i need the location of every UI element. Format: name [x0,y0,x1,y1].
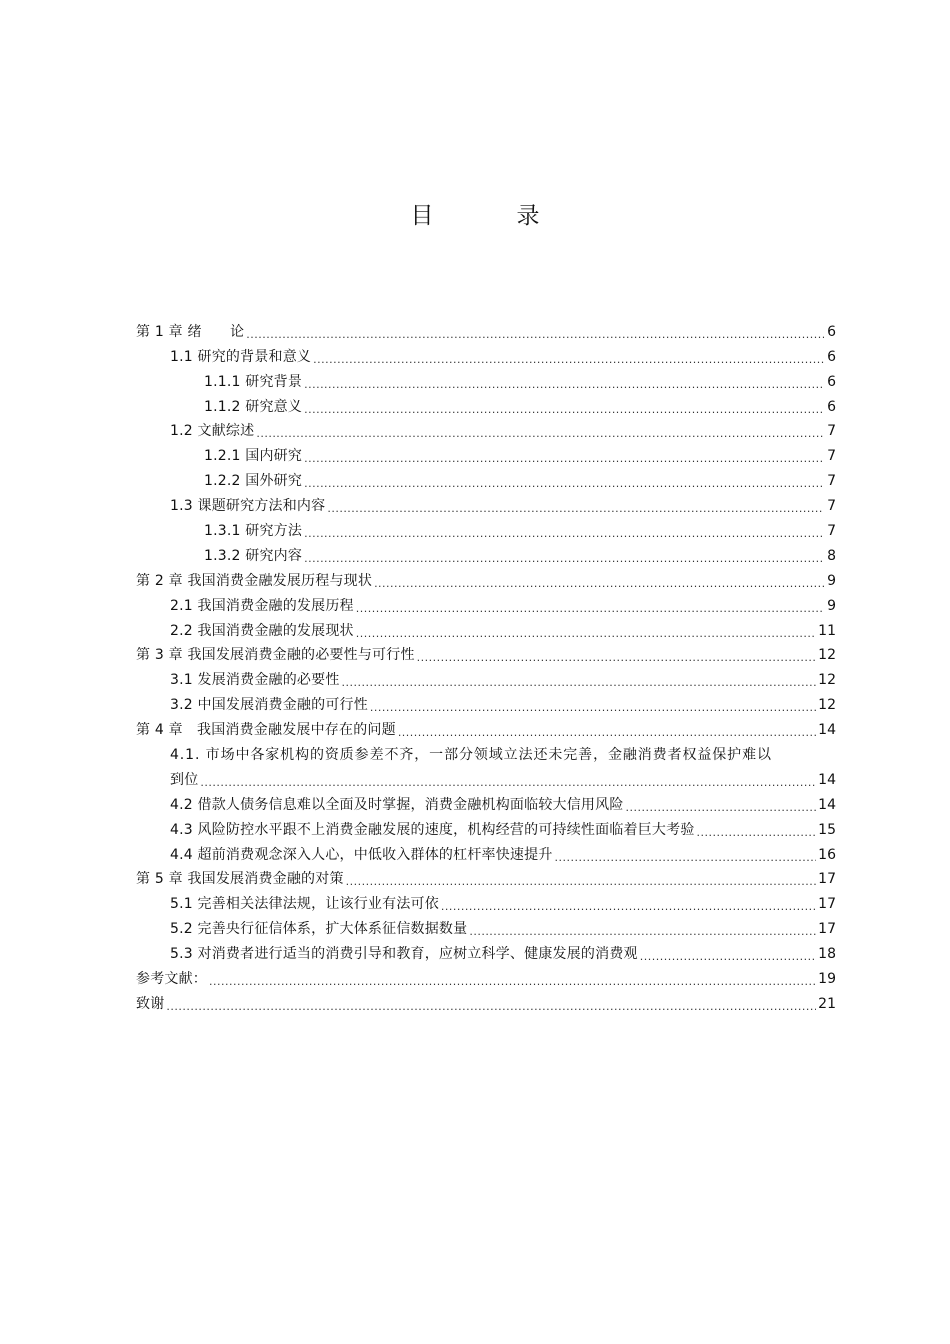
toc-entry[interactable] [136,938,836,963]
toc-entry-text: 1.3.1 研究方法 [204,523,303,540]
toc-page-number: 21 [818,995,836,1012]
toc-page-number: 7 [827,473,836,490]
toc-entry[interactable] [136,615,836,640]
toc-page-number: 17 [818,896,836,913]
toc-entry[interactable] [136,664,836,689]
toc-page-number: 17 [818,921,836,938]
toc-leader-dots [304,522,824,540]
toc-page-number: 6 [827,323,836,340]
toc-leader-dots [640,945,816,963]
toc-page-number: 8 [827,547,836,564]
toc-entry-text: 1.1.1 研究背景 [204,373,303,390]
toc-entry-text: 1.2 文献综述 [170,423,255,440]
toc-entry-text: 1.3 课题研究方法和内容 [170,498,326,515]
toc-entry[interactable] [136,465,836,490]
toc-page-number: 7 [827,498,836,515]
toc-page-number: 19 [818,971,836,988]
toc-leader-dots [356,622,816,640]
toc-page-number: 12 [818,647,836,664]
toc-entry[interactable] [136,864,836,889]
toc-entry[interactable] [136,913,836,938]
toc-entry[interactable] [136,814,836,839]
toc-page-number: 12 [818,672,836,689]
toc-page-number: 12 [818,697,836,714]
toc-page-number: 14 [818,771,836,788]
toc-leader-dots [304,398,824,416]
toc-leader-dots [697,821,817,839]
toc-leader-dots [370,696,816,714]
toc-leader-dots [304,472,824,490]
toc-entry-text: 3.1 发展消费金融的必要性 [170,672,340,689]
toc-entry-text: 第 2 章 我国消费金融发展历程与现状 [136,572,373,589]
toc-leader-dots [626,796,817,814]
toc-page-number: 14 [818,722,836,739]
toc-entry-text: 第 1 章 绪 论 [136,323,245,340]
toc-entry[interactable] [136,366,836,391]
toc-page-number: 6 [827,398,836,415]
toc-entry[interactable] [136,440,836,465]
toc-leader-dots [555,846,817,864]
toc-entry[interactable] [136,416,836,441]
toc-entry-text: 4.3 风险防控水平跟不上消费金融发展的速度，机构经营的可持续性面临着巨大考验 [170,821,695,838]
toc-entry-text: 1.2.1 国内研究 [204,448,303,465]
toc-page-number: 18 [818,946,836,963]
toc-entry-text: 2.1 我国消费金融的发展历程 [170,597,354,614]
toc-page-number: 7 [827,423,836,440]
toc-entry[interactable] [136,689,836,714]
toc-entry[interactable] [136,316,836,341]
toc-entry[interactable] [136,789,836,814]
toc-entry-text: 1.1 研究的背景和意义 [170,348,312,365]
toc-entry-text: 参考文献： [136,971,207,988]
toc-entry-text: 第 3 章 我国发展消费金融的必要性与可行性 [136,647,415,664]
toc-page-number: 6 [827,373,836,390]
toc-page-number: 6 [827,348,836,365]
toc-entry[interactable] [136,839,836,864]
toc-entry[interactable] [136,391,836,416]
toc-leader-dots [356,597,824,615]
toc-page-number: 11 [818,622,836,639]
toc-entry-text: 5.3 对消费者进行适当的消费引导和教育，应树立科学、健康发展的消费观 [170,946,638,963]
toc-entry-text: 1.3.2 研究内容 [204,547,303,564]
toc-entry-text: 致谢 [136,995,165,1012]
toc-entry-text: 5.1 完善相关法律法规，让该行业有法可依 [170,896,439,913]
toc-page-number: 16 [818,846,836,863]
toc-leader-dots [342,671,817,689]
toc-entry[interactable] [136,640,836,665]
toc-entry[interactable] [136,714,836,739]
toc-entry[interactable] [136,490,836,515]
toc-page-number: 14 [818,796,836,813]
toc-entry-text: 到位 [170,771,199,788]
toc-leader-dots [313,348,824,366]
toc-leader-dots [304,547,824,565]
toc-leader-dots [327,497,824,515]
toc-page-number: 17 [818,871,836,888]
toc-leader-dots [166,995,816,1013]
toc-entry-text: 2.2 我国消费金融的发展现状 [170,622,354,639]
toc-entry[interactable] [136,515,836,540]
toc-entry-text: 第 5 章 我国发展消费金融的对策 [136,871,344,888]
toc-entry[interactable] [136,565,836,590]
toc-entry-text: 4.4 超前消费观念深入人心，中低收入群体的杠杆率快速提升 [170,846,553,863]
toc-leader-dots [304,373,824,391]
toc-leader-dots [469,920,816,938]
toc-entry[interactable] [136,739,836,764]
toc-entry-text: 5.2 完善央行征信体系，扩大体系征信数据数量 [170,921,468,938]
toc-entry[interactable] [136,963,836,988]
toc-page-number: 7 [827,523,836,540]
toc-leader-dots [346,870,817,888]
toc-leader-dots [374,572,824,590]
toc-entry-text: 3.2 中国发展消费金融的可行性 [170,697,368,714]
toc-page-number: 15 [818,821,836,838]
toc-leader-dots [256,422,824,440]
toc-entry-text: 1.2.2 国外研究 [204,473,303,490]
toc-entry[interactable] [136,764,836,789]
toc-entry-text: 4.2 借款人债务信息难以全面及时掌握，消费金融机构面临较大信用风险 [170,796,624,813]
toc-entry[interactable] [136,590,836,615]
toc-leader-dots [417,646,817,664]
toc-leader-dots [200,771,816,789]
toc-page-number: 9 [827,597,836,614]
toc-page-number: 9 [827,572,836,589]
toc-leader-dots [246,323,824,341]
table-of-contents [136,316,836,1013]
toc-title: 目 录 [410,203,570,229]
toc-entry[interactable] [136,341,836,366]
toc-entry[interactable] [136,988,836,1013]
toc-entry[interactable] [136,540,836,565]
toc-entry[interactable] [136,888,836,913]
toc-leader-dots [304,447,824,465]
toc-entry-text: 1.1.2 研究意义 [204,398,303,415]
toc-leader-dots [209,970,816,988]
toc-entry-text: 4.1. 市场中各家机构的资质参差不齐，一部分领域立法还未完善，金融消费者权益保护难以 [170,747,772,764]
toc-entry-text: 第 4 章 我国消费金融发展中存在的问题 [136,722,396,739]
toc-page-number: 7 [827,448,836,465]
toc-leader-dots [398,721,816,739]
toc-leader-dots [441,895,816,913]
